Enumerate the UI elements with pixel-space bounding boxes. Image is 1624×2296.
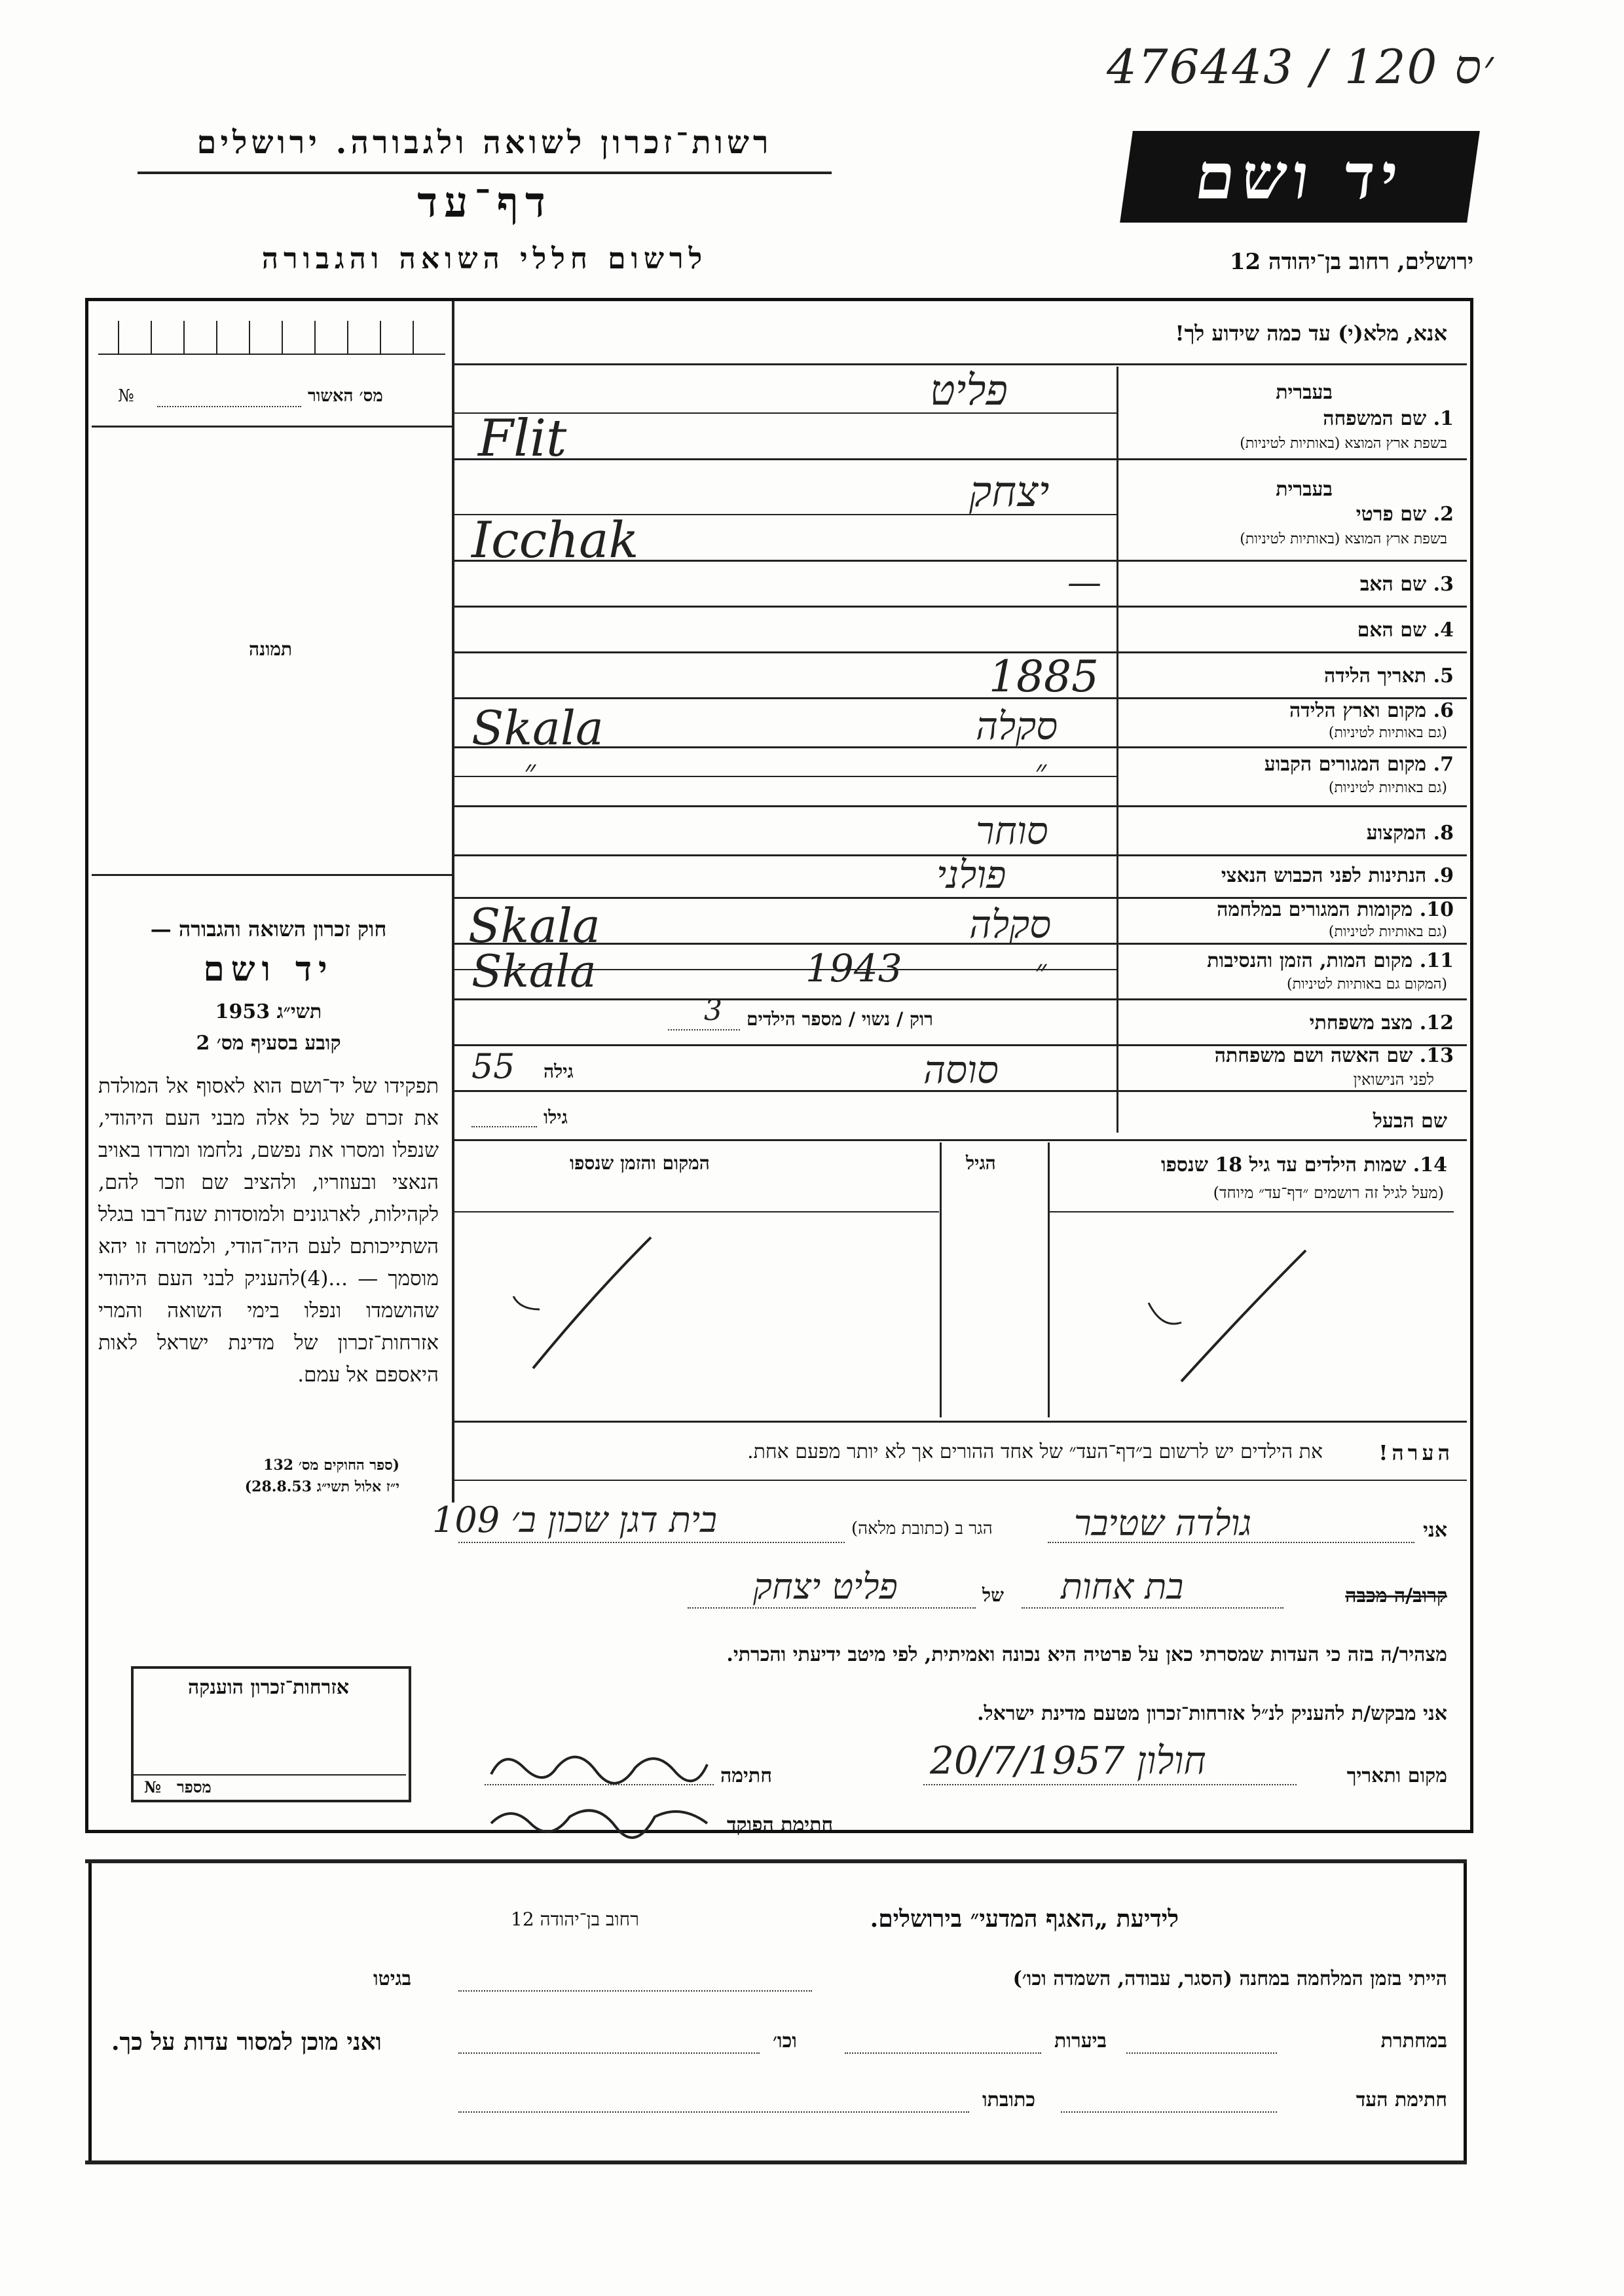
declarant-lives-label: הגר ב (כתובת מלאה): [851, 1519, 993, 1539]
field-4-number: 4.: [1433, 619, 1454, 642]
bottom-title: לידיעת „האגף המדעי״ בירושלים.: [870, 1905, 1179, 1933]
law-line4: קובע בסעיף מס׳ 2: [196, 1032, 341, 1055]
field-10-latin-value: Skala: [468, 898, 600, 953]
field-11-sub: (המקום גם באותיות לטיניות): [1287, 976, 1447, 993]
place-date-label: מקום ותאריך: [1346, 1764, 1447, 1787]
field-10-label: [1217, 898, 1454, 921]
field-3-number: 3.: [1433, 573, 1454, 596]
bottom-address-label: כתובתו: [982, 2088, 1036, 2111]
field-6-sub: (גם באותיות לטיניות): [1328, 725, 1447, 741]
request-text: אני מבקש/ת להעניק לנ״ל אזרחות־זכרון מטעם מדינת ישראל.: [977, 1702, 1447, 1725]
field-1-number: 1.: [1433, 407, 1454, 430]
field-6-latin-value: Skala: [471, 701, 604, 756]
bottom-ready: ואני מוכן למסור עדות על כך.: [111, 2028, 382, 2056]
field-1-tag: בעברית: [1276, 381, 1333, 404]
field-13-number: 13.: [1419, 1044, 1454, 1067]
field-12-label: [1310, 1011, 1454, 1034]
field-9-text: הנתינות לפני הכבוש הנאצי: [1221, 864, 1427, 887]
field-12-options: רוק / נשוי / מספר הילדים: [747, 1008, 933, 1030]
field-5-text: תאריך הלידה: [1324, 665, 1427, 687]
field-2-label: [1356, 503, 1454, 526]
field-1-text: שם המשפחה: [1323, 407, 1427, 430]
field-5-label: [1324, 665, 1454, 687]
declaration-text: מצהיר/ה בזה כי העדות שמסרתי כאן על פרטיה היא נכונה ואמיתית, לפי מיטב ידיעתי והכרתי.: [726, 1643, 1447, 1666]
field-7-hebrew-value: ״: [1035, 753, 1047, 790]
field-11-label: [1207, 949, 1454, 972]
form-subtitle: לרשום חללי השואה והגבורה: [261, 242, 708, 276]
field-9-value: פולני: [936, 852, 1006, 897]
field-10-number: 10.: [1419, 898, 1454, 921]
note-label: הערה!: [1378, 1440, 1454, 1465]
field-6-text: מקום וארץ הלידה: [1289, 699, 1427, 722]
declarant-i-label: אני: [1423, 1519, 1447, 1542]
children-age-col: הגיל: [966, 1152, 996, 1174]
field-7-text: מקום המגורים הקבוע: [1264, 753, 1427, 776]
field-8-value: סוחר: [976, 809, 1048, 853]
law-footer1: (ספר החוקים מס׳ 132: [263, 1457, 399, 1474]
approval-boxes: [98, 314, 445, 355]
citizenship-no: №: [144, 1777, 162, 1796]
field-4-label: [1357, 619, 1454, 642]
children-number: 14.: [1412, 1154, 1447, 1176]
field-11-latin-value: Skala: [471, 946, 597, 998]
field-6-number: 6.: [1433, 699, 1454, 722]
header-address: ירושלים, רחוב בן־יהודה 12: [1229, 249, 1473, 275]
children-strike-marks: [454, 1211, 1467, 1421]
field-13-wife-name: סוסה: [923, 1048, 999, 1092]
field-11-text: מקום המות, הזמן והנסיבות: [1207, 949, 1413, 972]
declarant-relation: בת אחות: [1061, 1566, 1184, 1607]
field-7-number: 7.: [1433, 753, 1454, 776]
intro-line: אנא, מלא(י) עד כמה שידוע לך!: [1175, 321, 1447, 346]
signature-label: חתימה: [720, 1764, 772, 1787]
field-3-value: —: [1067, 563, 1101, 602]
field-11-hebrew-value: ״: [1035, 953, 1047, 989]
yad-vashem-logo: [1120, 131, 1480, 223]
field-7-latin-value: ״: [524, 753, 536, 790]
field-7-sub: (גם באותיות לטיניות): [1328, 780, 1447, 796]
field-13-text: שם האשה ושם משפחתה: [1214, 1044, 1413, 1067]
law-line2: יד ושם: [203, 949, 334, 989]
approval-no: №: [118, 386, 134, 406]
relative-label-text: קרוב/ה מכבה: [1345, 1584, 1447, 1607]
bottom-underground: במחתרת: [1380, 2030, 1447, 2052]
declarant-signature: [485, 1741, 714, 1794]
field-11-year: 1943: [805, 946, 902, 991]
bottom-witness-sig: חתימת העד: [1356, 2088, 1447, 2111]
bottom-address: רחוב בן־יהודה 12: [511, 1908, 639, 1930]
field-8-text: המקצוע: [1366, 822, 1427, 845]
bottom-etc: וכו׳: [773, 2030, 797, 2052]
photo-label: תמונה: [249, 638, 293, 660]
field-11-number: 11.: [1419, 949, 1454, 972]
bottom-line1: הייתי בזמן המלחמה במחנה (הסגר, עבודה, השמדה וכו׳): [1012, 1967, 1447, 1990]
law-body: תפקידו של יד־ושם הוא לאסוף אל המולדת את זכרם של כל אלה מבני העם היהודי, שנפלו ומסרו את נפשם, נלחמו ומרדו באויב הנאצי ובעוזריו, ולהציב שם וזכר להם, לקהילות, לארגונים ולמוסדות שנח־רבו בגלל השתייכותם לעם היה־הודי, ולמטרה זו יהא מוסמך — ...(4)להעניק לבני העם היהודי שהושמדו ונפלו בימי השואה והמרי אזרחות־זכרון של מדינת ישראל לאות היאספם אל עמם.: [98, 1074, 439, 1387]
field-12-children: 3: [704, 994, 722, 1027]
children-title-text: שמות הילדים עד גיל 18 שנספו: [1160, 1154, 1407, 1176]
approval-label: מס׳ האשור: [308, 386, 383, 406]
relative-label: [1345, 1584, 1447, 1607]
field-12-text: מצב משפחתי: [1309, 1011, 1413, 1034]
field-4-text: שם האם: [1357, 619, 1427, 642]
children-place-col: המקום והזמן שנספו: [570, 1152, 710, 1174]
note-text: את הילדים יש לרשום ב״דף־העד״ של אחד ההורים אך לא יותר מפעם אחת.: [747, 1440, 1323, 1463]
of-label: של: [982, 1584, 1004, 1606]
archive-number: 476443 / 120 ׳ס: [1107, 39, 1495, 94]
field-13-age-label: גילה: [544, 1061, 574, 1082]
field-8-number: 8.: [1433, 822, 1454, 845]
field-12-number: 12.: [1419, 1011, 1454, 1034]
citizenship-title: אזרחות־זכרון הוענקה: [187, 1676, 350, 1699]
place-date-value: חולון 20/7/1957: [930, 1738, 1206, 1783]
field-1-latin-value: Flit: [478, 409, 567, 468]
field-10-text: מקומות המגורים במלחמה: [1217, 898, 1413, 921]
field-2-sub: בשפת ארץ המוצא (באותיות לטיניות): [1240, 531, 1447, 547]
of-name: פליט יצחק: [753, 1566, 898, 1607]
bottom-forests: ביערות: [1054, 2030, 1107, 2052]
field-9-number: 9.: [1433, 864, 1454, 887]
law-footer2: י״ז אלול תשי״ג 28.8.53): [244, 1478, 399, 1495]
field-5-number: 5.: [1433, 665, 1454, 687]
field-1-hebrew-value: פליט: [930, 367, 1008, 415]
logo-text: יד ושם: [1190, 139, 1409, 213]
field-3-text: שם האב: [1359, 573, 1427, 596]
field-2-tag: בעברית: [1276, 478, 1333, 501]
declarant-name: גולדה שטיבר: [1074, 1503, 1252, 1544]
field-5-value: 1885: [989, 651, 1099, 702]
field-2-number: 2.: [1433, 503, 1454, 526]
form-title: דף־עד: [417, 178, 552, 227]
field-8-label: [1367, 822, 1454, 845]
husband-age-label: גילו: [544, 1106, 568, 1128]
children-title: [1161, 1154, 1447, 1176]
officer-label: חתימת הפוקד: [727, 1813, 834, 1836]
field-9-label: [1221, 864, 1454, 887]
law-line1: חוק זכרון השואה והגבורה —: [150, 917, 387, 941]
husband-label: שם הבעל: [1373, 1110, 1447, 1133]
field-2-hebrew-value: יצחק: [969, 468, 1050, 517]
authority-title: רשות־זכרון לשואה ולגבורה. ירושלים: [196, 124, 773, 161]
field-10-hebrew-value: סקלה: [969, 902, 1052, 947]
field-1-label: [1323, 407, 1454, 430]
citizenship-number-label: מספר: [177, 1777, 212, 1796]
declarant-address: בית דגן שכון ב׳ 109: [432, 1499, 718, 1540]
officer-signature: [485, 1797, 720, 1843]
field-1-sub: בשפת ארץ המוצא (באותיות לטיניות): [1240, 435, 1447, 452]
field-13-label: [1215, 1044, 1454, 1067]
children-sub: (מעל לגיל זה רושמים ״דף־עד״ מיוחד): [1213, 1184, 1444, 1202]
field-3-label: [1360, 573, 1454, 596]
field-2-latin-value: Icchak: [471, 511, 639, 569]
field-13-sub: לפני הנישואין: [1353, 1070, 1434, 1089]
field-10-sub: (גם באותיות לטיניות): [1328, 924, 1447, 940]
field-13-age: 55: [471, 1048, 515, 1087]
field-7-label: [1264, 753, 1454, 776]
field-6-hebrew-value: סקלה: [976, 704, 1058, 748]
bottom-ghetto: בגיטו: [373, 1967, 412, 1990]
law-line3: תשי״ג 1953: [215, 1000, 322, 1023]
field-2-text: שם פרטי: [1356, 503, 1427, 526]
field-6-label: [1289, 699, 1454, 722]
